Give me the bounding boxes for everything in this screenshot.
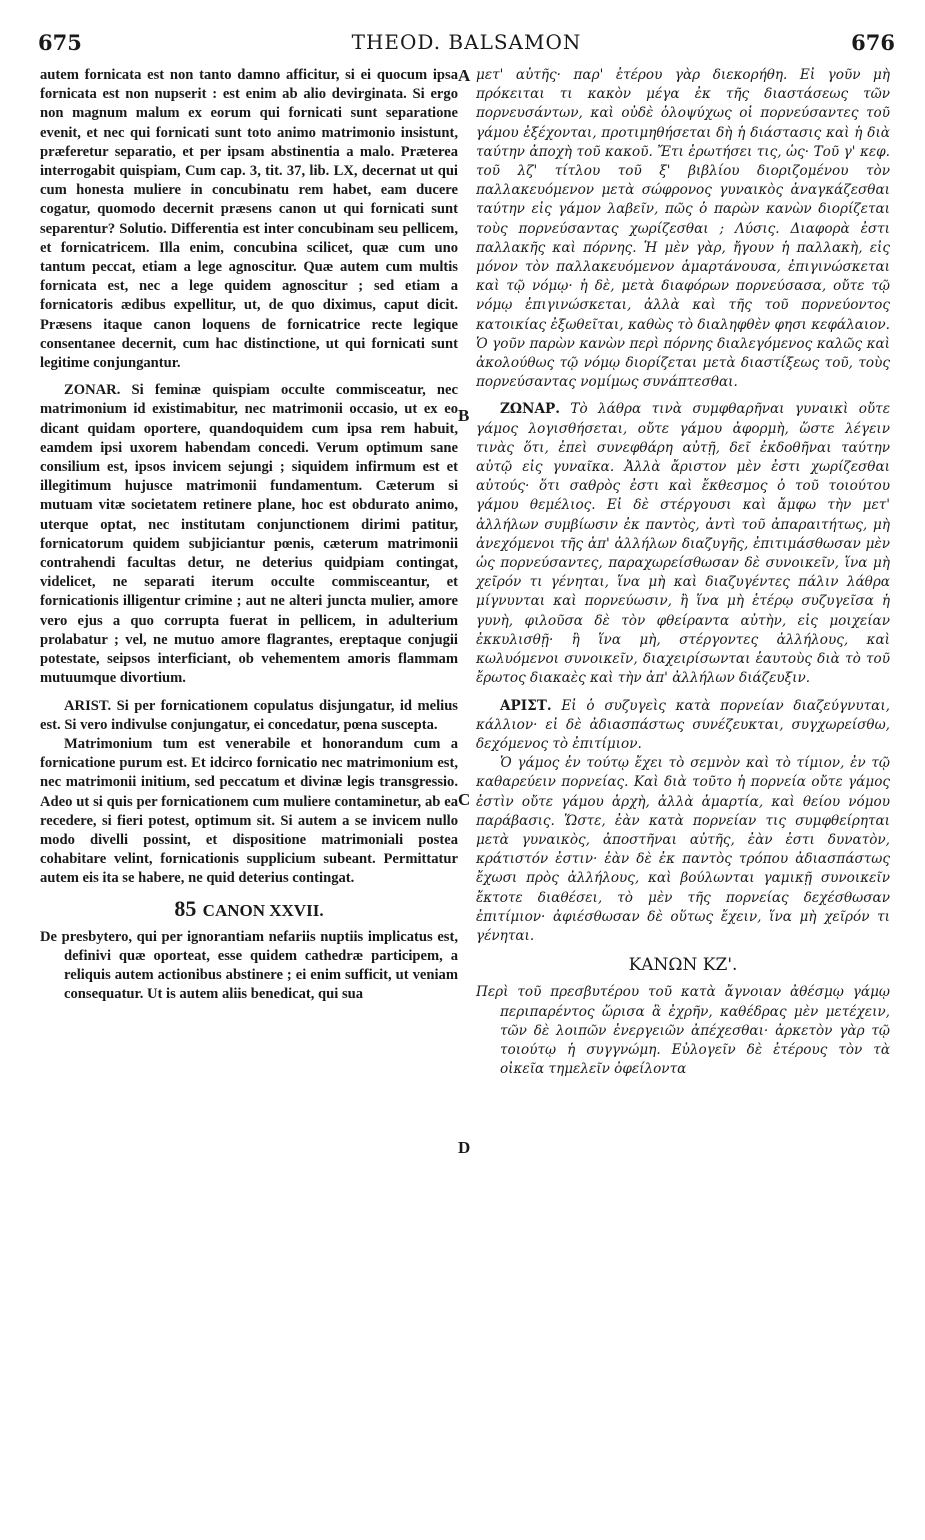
latin-aristenus-commentary [40, 697, 458, 735]
latin-canon-text: De presbytero, qui per ignorantiam nefariis nuptiis implicatus est, definivi quæ oporteat, esse quidem cathedræ participem, a reliquis autem actionibus abstinere ; ei enim sufficit, ut veniam consequatur. Ut is autem aliis benedicat, qui sua [40, 928, 458, 1003]
greek-aristenus-commentary [476, 697, 890, 755]
latin-canon-heading [40, 895, 458, 921]
greek-canon-heading: ΚΑΝΩΝ ΚΖ'. [628, 955, 738, 976]
latin-aristenus-commentary-2: Matrimonium tum est venerabile et honorandum cum a fornicatione purum est. Et idcirco fornicatio nec matrimonium est, nec matrimonii initium, sed peccatum et divinæ legis transgressio. Adeo ut si quis per fornicationem cum muliere contaminetur, ab ea recedere, si fieri potest, optimum sit. Si autem a se invicem nullo modo divelli possint, et dispositione matrimoniali postea cohabitare velint, fornicationis supplicium subeant. Permittatur autem eis ita se habere, ne quid deterius contingat. [40, 735, 458, 887]
greek-column [476, 66, 890, 1079]
zonar-label-greek: ΖΩΝΑΡ. [500, 401, 560, 418]
arist-label-latin: ARIST. [64, 697, 112, 714]
greek-paragraph-1: μετ' αὐτῆς· παρ' ἑτέρου γὰρ διεκορήθη. Εἰ γοῦν μὴ πρόκειται τι κακὸν μέγα ἐκ τῆς διαστάσεως τῶν πορνευσάντων, καὶ οὐδὲ ὁλοψύχως οἱ πορνεύσαντες τοῦ γάμου ἐξέχονται, προτιμηθήσεται δὴ ἡ διάστασις καὶ ἡ διὰ ταύτην ἀποχὴ τοῦ κακοῦ. Ἔτι ἐρωτήσει τις, ὡς· Τοῦ γ' κεφ. τοῦ λζ' τίτλου τοῦ ξ' βιβλίου διοριζομένου τὸν παλλακευόμενον μετὰ σώφρονος γυναικὸς ἀναγκάζεσθαι ταύτην εἰς γάμον λαβεῖν, πῶς ὁ παρὼν κανὼν διορίζεται τοὺς πορνεύσαντας χωρίζεσθαι ; Λύσις. Διαφορὰ ἐστι παλλακῆς καὶ πόρνης. Ἡ μὲν γὰρ, ἤγουν ἡ παλλακὴ, εἰς μόνον τὸν παλλακευόμενον ἁμαρτάνουσα, ἐπιγινώσκεται καὶ τῷ νόμῳ· ἡ δὲ, μετὰ διαφόρων πορνεύσασα, οὔτε τῷ νόμῳ ἐπιγινώσκεται, ἀλλὰ καὶ τῆς τοῦ πορνεύοντος κατοικίας ἐξωθεῖται, καθὼς τὸ διαληφθὲν φησι κεφάλαιον. Ὁ γοῦν παρὼν κανὼν περὶ πόρνης διαλεγόμενος καλῶς καὶ ἀκολούθως τῷ νόμῳ διορίζεται μετὰ διαστίξεως τοῦ, τοὺς πορνεύσαντας νομίμως συνάπτεσθαι. [476, 67, 890, 391]
margin-letter-d: D [458, 1138, 471, 1157]
running-title: THEOD. BALSAMON [351, 30, 582, 54]
latin-zonaras-commentary [40, 381, 458, 688]
arist-text-greek: Εἰ ὁ συζυγεὶς κατὰ πορνείαν διαζεύγνυται, κάλλιον· εἰ δὲ ἀδιασπάστως συνέζευκται, συγχωρείσθω, δεχόμενος τὸ ἐπιτίμιον. [476, 697, 890, 752]
latin-paragraph-1: autem fornicata est non tanto damno afficitur, si ei quocum ipsa fornicata est non nupserit : est enim ab alio devirginata. Si ergo non magnum malum ex eorum qui fornicati sunt separatione evenit, et nec qui fornicati sunt toto animo matrimonio insistunt, præferetur separatio, et per ipsam abstinentia a malo. Præterea interrogabit quispiam, Cum cap. 3, tit. 37, lib. LX, decernat ut qui cum honesta muliere in concubinatu rem habet, eam ducere cogatur, quomodo decernit præsens canon ut qui fornicati sunt separentur? Solutio. Differentia est inter concubinam seu pellicem, et fornicatricem. Illa enim, concubina scilicet, quæ cum uno tantum peccat, etiam a lege agnoscitur. Quæ autem cum multis fornicata est, nec a lege quidem agnoscitur ; sed etiam a fornicatoris ædibus expellitur, ut, de quo diximus, caput dicit. Præsens itaque canon loquens de fornicatrice recte legique consentanee decernit, cum hac distinctione, ut qui fornicati sunt legitime conjungantur. [40, 67, 458, 372]
right-page-number: 676 [851, 30, 895, 55]
arist-label-greek: ΑΡΙΣΤ. [500, 697, 552, 714]
arist-text-latin: Si per fornicationem copulatus disjungatur, id melius est. Si vero indivulse conjungatur, ei concedatur, pœna suscepta. [40, 697, 458, 733]
canon-title-latin: CANON XXVII. [202, 900, 324, 920]
canon-section-number: 85 [174, 895, 197, 921]
left-page-number: 675 [38, 30, 82, 55]
margin-letter-c: C [458, 790, 471, 809]
greek-zonaras-commentary [476, 400, 890, 688]
greek-canon-text: Περὶ τοῦ πρεσβυτέρου τοῦ κατὰ ἄγνοιαν ἀθέσμῳ γάμῳ περιπαρέντος ὥρισα ἃ ἐχρῆν, καθέδρας μὲν μετέχειν, τῶν δὲ λοιπῶν ἐνεργειῶν ἀπέχεσθαι· ἀρκετὸν γὰρ τῷ τοιούτῳ ἡ συγγνώμη. Εὐλογεῖν δὲ ἑτέρους τὸν τὰ οἰκεῖα τημελεῖν ὀφείλοντα [476, 984, 890, 1078]
latin-column [40, 66, 458, 1005]
greek-aristenus-commentary-2: Ὁ γάμος ἐν τούτῳ ἔχει τὸ σεμνὸν καὶ τὸ τίμιον, ἐν τῷ καθαρεύειν πορνείας. Καὶ διὰ τοῦτο ἡ πορνεία οὔτε γάμος ἐστὶν οὔτε γάμου ἀρχὴ, ἀλλὰ ἁμαρτία, καὶ θείου νόμου παράβασις. Ὥστε, ἐὰν κατὰ πορνείαν τις συμφθείρηται μετὰ γυναικὸς, ἀποστῆναι αὐτῆς, ἐὰν ἐστι δυνατὸν, κράτιστόν ἐστιν· ἐὰν δὲ ἐκ παντὸς τρόπου ἀδιασπάστως ἔχωσι πρὸς ἀλλήλους, καὶ βούλωνται γαμικῇ συνοικεῖν ἔκτοτε διαθέσει, τὸ μὲν τῆς πορνείας δεχέσθωσαν ἐπιτίμιον· ἀφιέσθωσαν δὲ οὕτως ἔχειν, ἵνα μὴ χεῖρόν τι γένηται. [476, 755, 890, 944]
margin-letter-a: A [458, 66, 471, 85]
zonar-text-latin-cont: vehementem amoris flammam mutuumque divortium. [40, 651, 458, 687]
zonar-text-latin: Si feminæ quispiam occulte commisceatur, nec matrimonium id existimabitur, nec matrimonii occasio, ut ex eo dicant quidam oportere, quandoquidem cum ipsa rem habuit, eamdem ipsi uxorem habendam concedi. Verum optimum sane consilium est, ipsos invicem sejungi ; siquidem infirmum est et illegitimum hujusce matrimonii fundamentum. Cæterum si mutuam vitæ societatem retinere plane, hoc est obdurato animo, uterque optat, nec institutam conjunctionem dirimi patitur, fornicatorum quidem subjiciantur pœnis, cæterum matrimonii contrahendi facultas detur, ne deterius quidpiam contingat, videlicet, ne separati iterum occulte commisceantur, et fornicationis illigentur crimine ; aut ne alteri juncta mulier, amore vero ejus a quo corrupta fuerat in pellicem, in adulterium prolabatur ; vel, ne mutuo amore flagrantes, ereptaque conjugii potestate, seipsos interficiant, ob [40, 382, 458, 668]
margin-letter-b: B [458, 406, 470, 425]
page-header [38, 30, 895, 56]
zonar-label-latin: ZONAR. [64, 382, 121, 399]
zonar-text-greek: Τὸ λάθρα τινὰ συμφθαρῆναι γυναικὶ οὔτε γάμος λογισθήσεται, οὔτε γάμου ἀφορμὴ, ὥστε λέγειν τινὰς ὅτι, ἐπεὶ συνεφθάρη αὐτῇ, δεῖ ἐκδοθῆναι ταύτην αὐτῷ εἰς γυναῖκα. Ἀλλὰ ἄριστον μὲν ἐστι χωρίζεσθαι αὐτούς· ὅτι σαθρὸς ἐστι καὶ ἔκθεσμος ὁ τοῦ τοιούτου γάμου θεμέλιος. Εἰ δὲ στέργουσι καὶ ἄμφω τὴν μετ' ἀλλήλων συμβίωσιν ἐκ παντὸς, ἀντὶ τοῦ ἀπαραιτήτως, μὴ ἀνεχόμενοι τῆς ἀπ' ἀλλήλων διαζυγῆς, ἐπιτιμάσθωσαν μὲν ὡς πορνεύσαντες, παραχωρείσθωσαν δὲ συνοικεῖν, ἵνα μὴ χεῖρόν τι γένηται, ἵνα μὴ καὶ διαζυγέντες πάλιν λάθρα μίγνυνται καὶ πορνεύωσιν, ἢ ἵνα μὴ ἑτέρῳ συζυγεῖσα ἡ γυνὴ, φιλοῦσα δὲ τὸν φθείραντα αὐτὴν, εἰς μοιχείαν ἐκκυλισθῇ· ἢ ἵνα μὴ, στέργοντες ἀλλήλους, καὶ κωλυόμενοι συνοικεῖν, διαχειρίσωνται ἑαυτοὺς διὰ τὸ τοῦ ἔρωτος διακαὲς καὶ τὴν ἀπ' ἀλλήλων διάζευξιν. [476, 401, 890, 687]
